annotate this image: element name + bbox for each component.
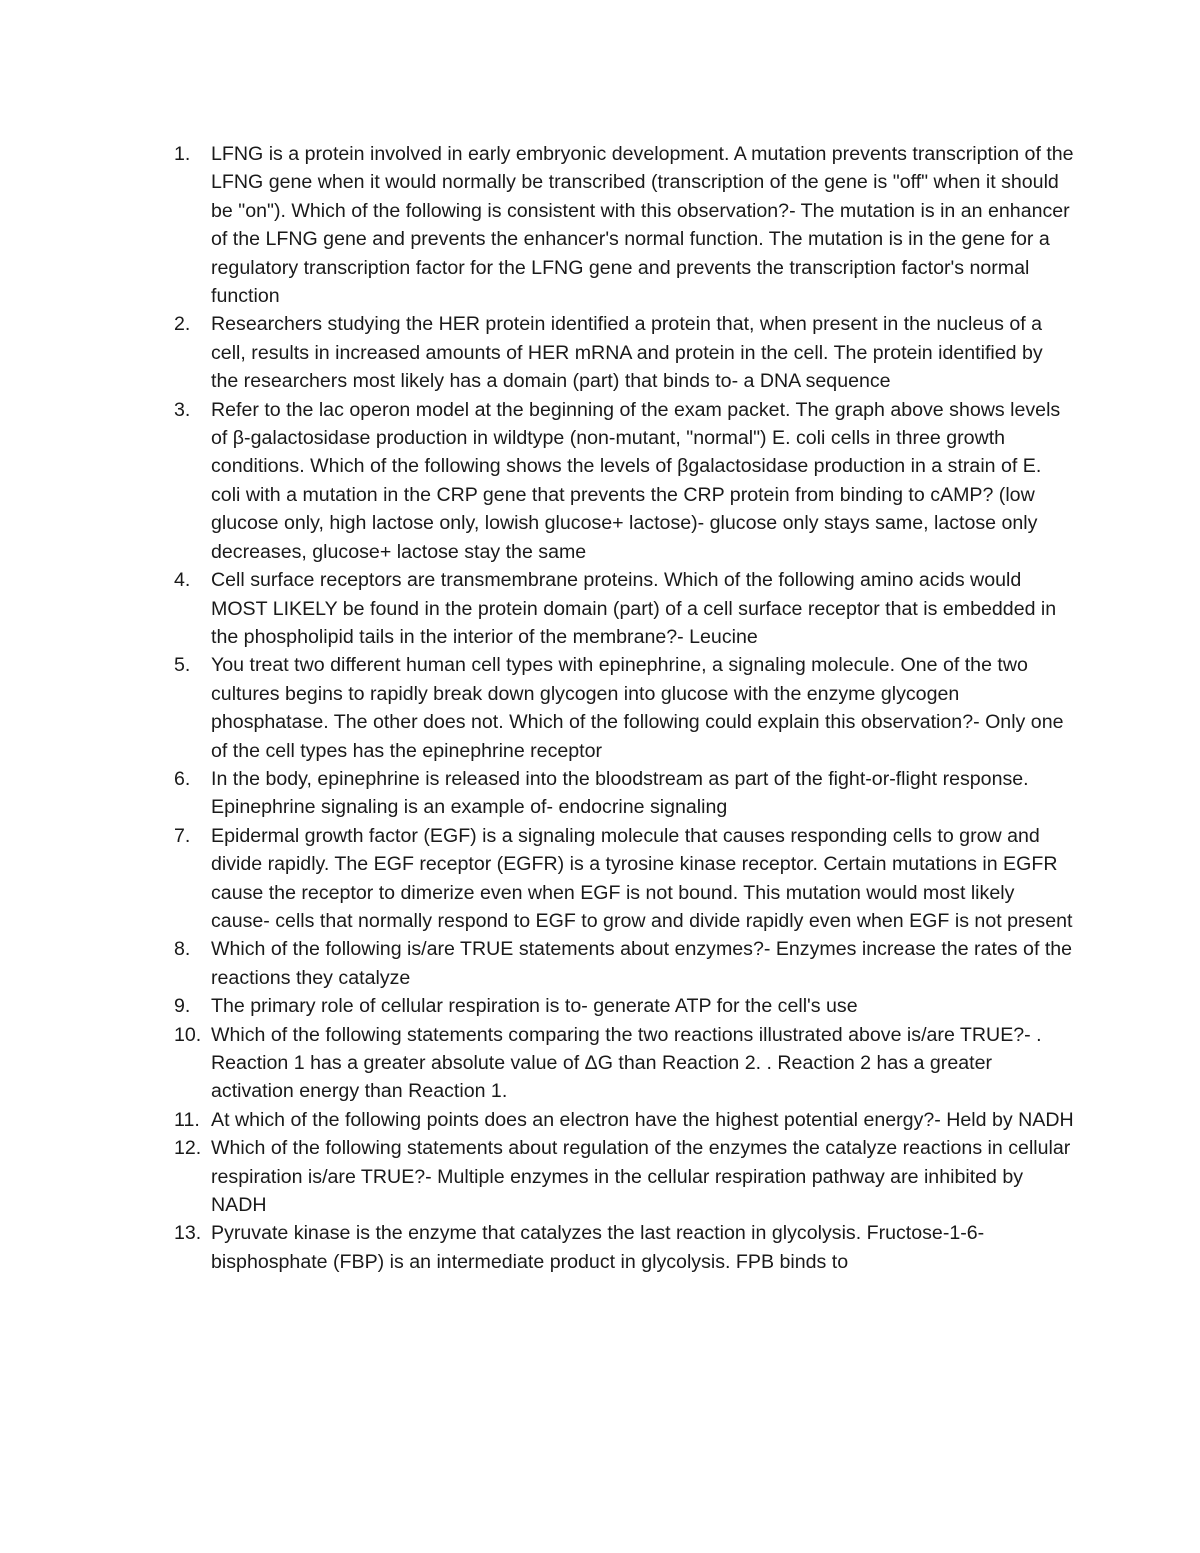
item-number: 11. <box>174 1108 200 1131</box>
item-number: 10. <box>174 1023 202 1046</box>
item-number: 9. <box>174 995 191 1018</box>
list-item <box>174 651 1074 765</box>
list-item <box>174 822 1074 936</box>
list-item <box>174 765 1074 822</box>
item-text: Researchers studying the HER protein identified a protein that, when present in the nucleus of a cell, results in increased amounts of HER mRNA and protein in the cell. The protein identified by the researchers most likely has a domain (part) that binds to- a DNA sequence <box>211 313 1043 393</box>
item-number: 4. <box>174 569 191 592</box>
question-list <box>174 140 1074 1276</box>
list-item <box>174 1021 1074 1106</box>
item-number: 1. <box>174 143 191 165</box>
item-text: The primary role of cellular respiration is to- generate ATP for the cell's use <box>211 995 858 1018</box>
item-number: 5. <box>174 654 191 677</box>
item-number: 12. <box>174 1137 202 1160</box>
item-number: 13. <box>174 1222 202 1245</box>
item-text: Epidermal growth factor (EGF) is a signaling molecule that causes responding cells to grow and divide rapidly. The EGF receptor (EGFR) is a tyrosine kinase receptor. Certain mutations in EGFR cause the receptor to dimerize even when EGF is not bound. This mutation would most likely cause- cells that normally respond to EGF to grow and divide rapidly even when EGF is not present <box>211 824 1073 932</box>
item-text: Which of the following is/are TRUE statements about enzymes?- Enzymes increase the rates of the reactions they catalyze <box>211 938 1073 989</box>
list-item <box>174 1134 1074 1219</box>
list-item <box>174 935 1074 992</box>
item-text: Which of the following statements about regulation of the enzymes the catalyze reactions in cellular respiration is/are TRUE?- Multiple enzymes in the cellular respiration pathway are inhibited by NADH <box>211 1137 1071 1217</box>
item-text: At which of the following points does an electron have the highest potential energy?- Held by NADH <box>211 1108 1074 1131</box>
list-item <box>174 140 1074 310</box>
list-item <box>174 992 1074 1020</box>
item-text: Cell surface receptors are transmembrane proteins. Which of the following amino acids would MOST LIKELY be found in the protein domain (part) of a cell surface receptor that is embedded in the phospholipid tails in the interior of the membrane?- Leucine <box>211 569 1057 648</box>
item-text: Which of the following statements comparing the two reactions illustrated above is/are TRUE?- . Reaction 1 has a greater absolute value of ΔG than Reaction 2. . Reaction 2 has a greater activation energy than Reaction 1. <box>211 1023 1042 1103</box>
item-text: LFNG is a protein involved in early embryonic development. A mutation prevents transcription of the LFNG gene when it would normally be transcribed (transcription of the gene is "off" when it should be "on"). Which of the following is consistent with this observation?- The mutation is in an enhancer of the LFNG gene and prevents the enhancer's normal function. The mutation is in the gene for a regulatory transcription factor for the LFNG gene and prevents the transcription factor's normal function <box>211 143 1074 308</box>
list-item <box>174 1106 1074 1134</box>
item-number: 6. <box>174 767 191 790</box>
item-text: Refer to the lac operon model at the beginning of the exam packet. The graph above shows levels of β-galactosidase production in wildtype (non-mutant, "normal") E. coli cells in three growth conditions. Which of the following shows the levels of βgalactosidase production in a strain of E. coli with a mutation in the CRP gene that prevents the CRP protein from binding to cAMP? (low glucose only, high lactose only, lowish glucose+ lactose)- glucose only stays same, lactose only decreases, glucose+ lactose stay the same <box>211 398 1061 563</box>
list-item <box>174 310 1074 395</box>
item-number: 2. <box>174 313 191 336</box>
item-text: Pyruvate kinase is the enzyme that catalyzes the last reaction in glycolysis. Fructose-1-6-bisphosphate (FBP) is an intermediate product in glycolysis. FPB binds to <box>211 1222 985 1273</box>
item-number: 3. <box>174 398 191 421</box>
item-number: 8. <box>174 938 191 961</box>
list-item <box>174 566 1074 651</box>
list-item <box>174 1219 1074 1276</box>
list-item <box>174 396 1074 566</box>
item-text: In the body, epinephrine is released into the bloodstream as part of the fight-or-flight response. Epinephrine signaling is an example of- endocrine signaling <box>211 767 1029 819</box>
item-text: You treat two different human cell types with epinephrine, a signaling molecule. One of the two cultures begins to rapidly break down glycogen into glucose with the enzyme glycogen phosphatase. The other does not. Which of the following could explain this observation?- Only one of the cell types has the epinephrine receptor <box>211 654 1064 762</box>
item-number: 7. <box>174 824 191 847</box>
